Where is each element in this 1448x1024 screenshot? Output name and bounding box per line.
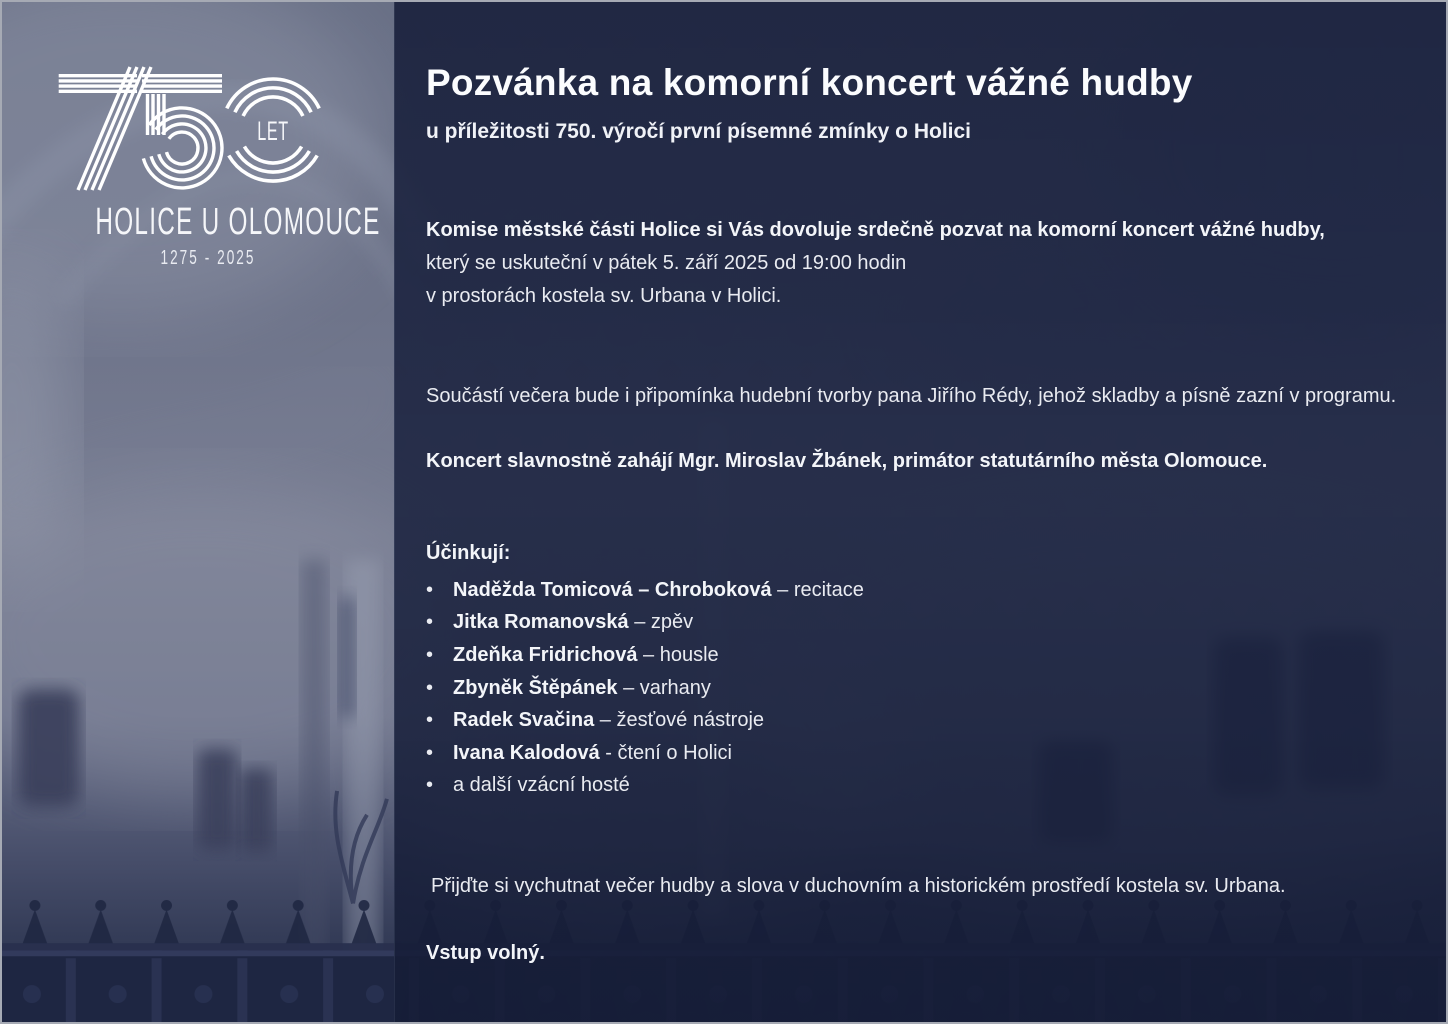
- performer-role: – zpěv: [628, 611, 694, 634]
- digit-7: [59, 67, 151, 190]
- intro-line-bold: Komise městské části Holice si Vás dovoluje srdečně pozvat na komorní koncert vážné hudby,: [426, 219, 1325, 241]
- performer-item: [426, 704, 864, 737]
- performer-name: Ivana Kalodová: [453, 741, 600, 764]
- logo-750-digits: [42, 57, 342, 197]
- performer-item: [426, 737, 864, 770]
- bullet-marker: •: [426, 643, 434, 666]
- logo-city-name: HOLICE U OLOMOUCE: [95, 201, 381, 243]
- intro-line-3: v prostorách kostela sv. Urbana v Holici.: [426, 285, 782, 307]
- bullet-marker: •: [426, 611, 434, 634]
- invitation-subtitle: u příležitosti 750. výročí první písemné zmínky o Holici: [426, 120, 971, 143]
- performer-role: – varhany: [617, 676, 711, 699]
- performer-item: [426, 574, 864, 607]
- performers-heading: Účinkují:: [426, 542, 511, 564]
- bullet-marker: •: [426, 709, 434, 732]
- logo-anniversary-years: 1275 - 2025: [160, 247, 256, 269]
- performer-name: Zdeňka Fridrichová: [453, 643, 638, 666]
- closing-paragraph: Přijďte si vychutnat večer hudby a slova v duchovním a historickém prostředí kostela sv. Urbana.: [431, 875, 1286, 897]
- digit-5: [142, 76, 222, 188]
- opening-paragraph: Koncert slavnostně zahájí Mgr. Miroslav Žbánek, primátor statutárního města Olomouce.: [426, 450, 1268, 472]
- performer-role: – housle: [637, 643, 719, 666]
- performer-name: Radek Svačina: [453, 709, 595, 732]
- performer-name: Zbyněk Štěpánek: [453, 676, 618, 699]
- performer-role: – recitace: [771, 578, 864, 601]
- performer-role: – žesťové nástroje: [594, 709, 765, 732]
- bullet-marker: •: [426, 578, 434, 601]
- performer-item: [426, 770, 864, 803]
- performer-item: [426, 639, 864, 672]
- invitation-title: Pozvánka na komorní koncert vážné hudby: [426, 62, 1193, 103]
- performer-role: a další vzácní hosté: [453, 774, 630, 797]
- admission-note: Vstup volný.: [426, 942, 545, 964]
- intro-paragraph: [426, 214, 1325, 313]
- performer-name: Jitka Romanovská: [453, 611, 629, 634]
- performers-list: [426, 574, 864, 802]
- bullet-marker: •: [426, 774, 434, 797]
- invitation-content: [426, 2, 1430, 1022]
- bullet-marker: •: [426, 741, 434, 764]
- bullet-marker: •: [426, 676, 434, 699]
- tribute-paragraph: Součástí večera bude i připomínka hudební tvorby pana Jiřího Rédy, jehož skladby a písně zazní v programu.: [426, 385, 1397, 407]
- performer-item: [426, 672, 864, 705]
- performer-name: Naděžda Tomicová – Chroboková: [453, 578, 772, 601]
- performer-item: [426, 607, 864, 640]
- intro-line-2: který se uskuteční v pátek 5. září 2025 od 19:00 hodin: [426, 252, 907, 274]
- logo-let-label: LET: [257, 116, 289, 146]
- performer-role: - čtení o Holici: [599, 741, 732, 764]
